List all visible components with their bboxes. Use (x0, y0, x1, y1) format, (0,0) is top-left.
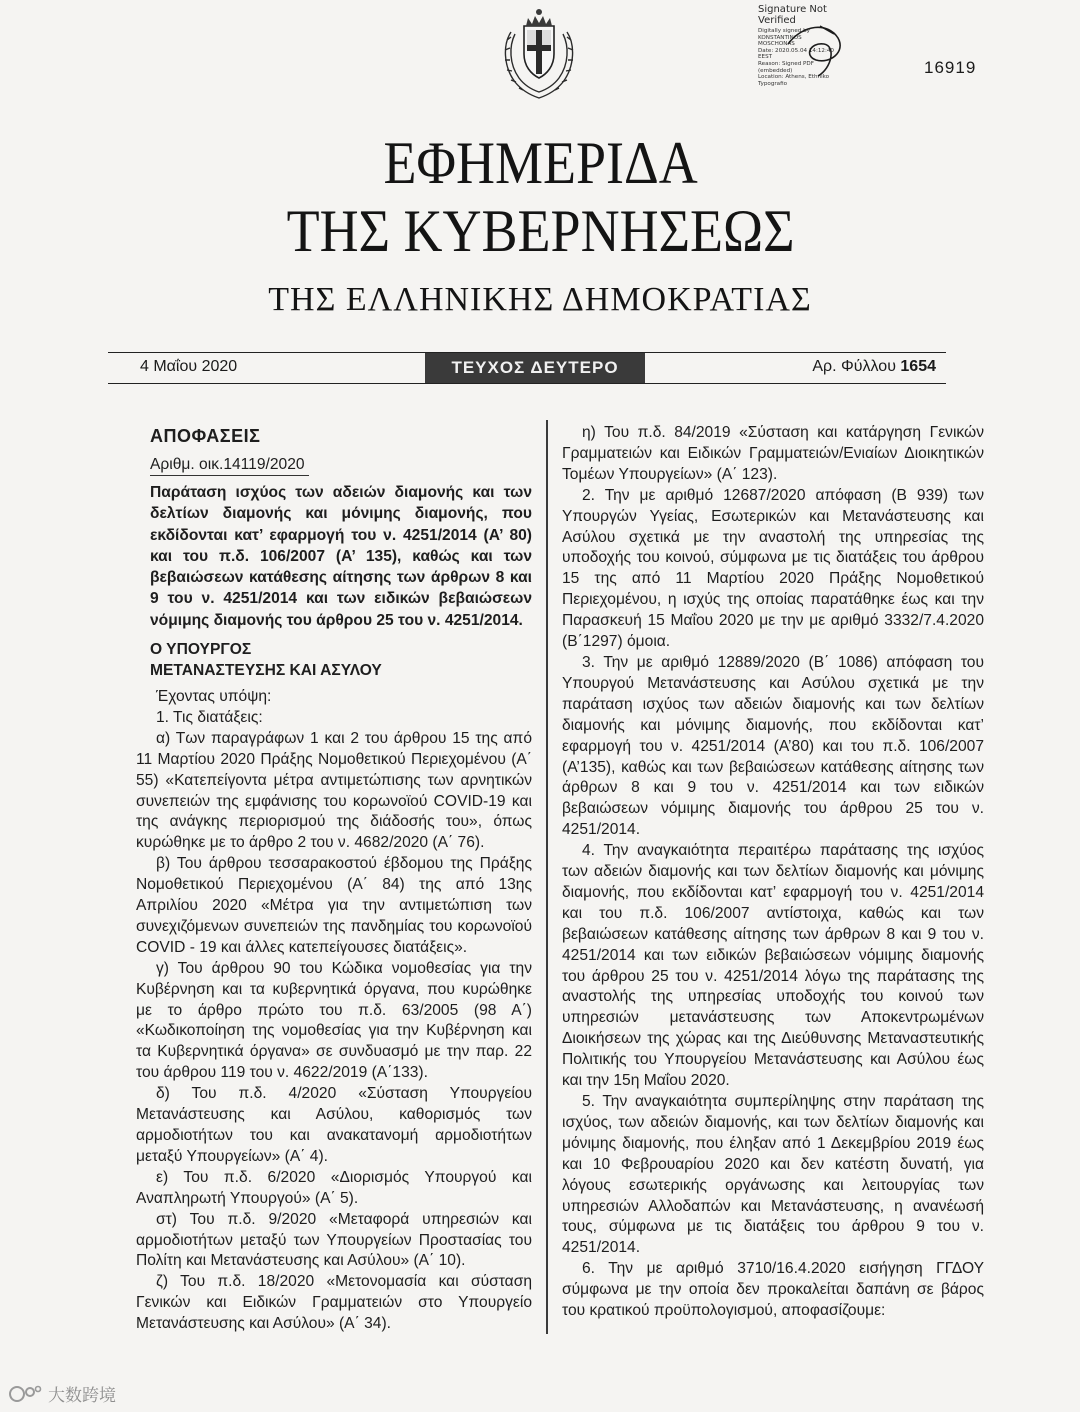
paragraph: η) Του π.δ. 84/2019 «Σύσταση και κατάργηση Γενικών Γραμματειών και Ειδικών Γραμματειών/Ενιαίων Διοικητικών Τομέων Υπουργείων» (Α΄ 123). (562, 424, 984, 483)
paragraph: στ) Του π.δ. 9/2020 «Μεταφορά υπηρεσιών και αρμοδιοτήτων μεταξύ των Υπουργείων Προστασίας του Πολίτη και Μετανάστευσης και Ασύλου» (Α΄ 10). (136, 1210, 532, 1270)
watermark-text: 大数跨境 (48, 1385, 116, 1406)
paragraph: 1. Τις διατάξεις: (156, 708, 263, 726)
masthead-line-3: ΤΗΣ ΕΛΛΗΝΙΚΗΣ ΔΗΜΟΚΡΑΤΙΑΣ (268, 281, 812, 318)
minister-line-2: ΜΕΤΑΝΑΣΤΕΥΣΗΣ ΚΑΙ ΑΣΥΛΟΥ (150, 661, 382, 679)
left-column (136, 420, 532, 1335)
signature-detail-line: Typografio (758, 80, 788, 87)
paragraph: δ) Του π.δ. 4/2020 «Σύσταση Υπουργείου Μετανάστευσης και Ασύλου, καθορισμός των αρμοδιοτήτων του και ανακατανομή αρμοδιοτήτων μεταξύ Υπουργείων» (Α΄ 4). (136, 1085, 532, 1165)
signature-detail-line: KONSTANTINOS (758, 34, 802, 41)
right-column (562, 423, 984, 1322)
paragraph: α) Των παραγράφων 1 και 2 του άρθρου 15 της από 11 Μαρτίου 2020 Πράξης Νομοθετικού Περιεχομένου (Α΄ 55) «Κατεπείγοντα μέτρα αντιμετώπισης των αρνητικών συνεπειών της εμφάνισης του κορωνοϊού COVID-19 και της ανάγκης περιορισμού της διάδοσής του», όπως κυρώθηκε με το άρθρο 2 του ν. 4682/2020 (Α΄ 76). (136, 729, 532, 852)
signature-detail-line: Date: 2020.05.04 14:12:40 (758, 47, 834, 54)
section-title: ΑΠΟΦΑΣΕΙΣ (150, 426, 261, 446)
issue-date: 4 Μαΐου 2020 (140, 358, 238, 375)
paragraph: ε) Του π.δ. 6/2020 «Διορισμός Υπουργού και Αναπληρωτή Υπουργού» (Α΄ 5). (136, 1168, 532, 1207)
paragraph: 3. Την με αριθμό 12889/2020 (Β΄ 1086) απόφαση του Υπουργού Μετανάστευσης και Ασύλου σχετικά με την παράταση ισχύος των αδειών διαμονής και των δελτίων διαμονής και μόνιμης διαμονής, που εκδίδονται κατ’ εφαρμογή του ν. 4251/2014 (Α’80) και του π.δ. 106/2007 (Α’135), καθώς και των βεβαιώσεων κατάθεσης αίτησης των άρθρων 8 και 9 του ν. 4251/2014 και των ειδικών βεβαιώσεων νόμιμης διαμονής του άρθρου 25 του ν. 4251/2014. (562, 653, 984, 839)
signature-status-line1: Signature Not (758, 4, 827, 15)
minister-heading (150, 639, 532, 681)
issue-sheet-number: 1654 (900, 358, 936, 375)
signature-detail-line: Location: Athens, Ethniko (758, 74, 830, 81)
paragraph: 4. Την αναγκαιότητα περαιτέρω παράτασης της ισχύος των αδειών διαμονής και των δελτίων διαμονής και μόνιμης διαμονής, που εκδίδονται κατ’ εφαρμογή του ν. 4251/2014 και του π.δ. 106/2007 αντίστοιχα, καθώς και των βεβαιώσεων κατάθεσης αίτησης των άρθρων 8 και 9 του ν. 4251/2014 και των ειδικών βεβαιώσεων νόμιμης διαμονής του άρθρου 25 του ν. 4251/2014 λόγω της παράτασης της αναστολής της υπηρεσίας υποδοχής του κοινού των υπηρεσιών μετανάστευσης των Αποκεντρωμένων Διοικήσεων της χώρας και της Διεύθυνσης Μεταναστευτικής Πολιτικής του Υπουργείου Μετανάστευσης και Ασύλου έως και την 15η Μαΐου 2020. (562, 842, 984, 1090)
paragraph: γ) Του άρθρου 90 του Κώδικα νομοθεσίας για την Κυβέρνηση και τα κυβερνητικά όργανα, που κυρώθηκε με το άρθρο πρώτο του π.δ. 63/2005 (98 Α΄) «Κωδικοποίηση της νομοθεσίας για την Κυβέρνηση και τα Κυβερνητικά όργανα» σε συνδυασμό με την παρ. 22 του άρθρου 119 του ν. 4622/2019 (Α΄133). (136, 959, 532, 1082)
signature-detail-line: EEST (758, 54, 773, 61)
paragraph: Έχοντας υπόψη: (156, 687, 272, 705)
decision-subject: Παράταση ισχύος των αδειών διαμονής και των δελτίων διαμονής και μόνιμης διαμονής, που εκδίδονται κατ’ εφαρμογή του ν. 4251/2014 (Α’ 80) και του π.δ. 106/2007 (Α’ 135), καθώς και των βεβαιώσεων κατάθεσης αίτησης των άρθρων 8 και 9 του ν. 4251/2014 και των ειδικών βεβαιώσεων νόμιμης διαμονής του άρθρου 25 του ν. 4251/2014. (150, 483, 532, 629)
watermark (8, 1380, 116, 1406)
page-number: 16919 (924, 58, 977, 77)
issue-sheet (812, 358, 936, 376)
decision-number: Αριθμ. οικ.14119/2020 (150, 455, 309, 476)
signature-detail-line: MOSCHONAS (758, 41, 795, 48)
signature-details (758, 28, 870, 87)
issue-bar (108, 352, 946, 384)
minister-line-1: Ο ΥΠΟΥΡΓΟΣ (150, 640, 252, 658)
signature-status-line2: Verified (758, 15, 796, 26)
issue-sheet-label: Αρ. Φύλλου (812, 358, 896, 375)
paragraph: 5. Την αναγκαιότητα συμπερίληψης στην παράταση της ισχύος, των αδειών διαμονής, και των δελτίων διαμονής και μόνιμης διαμονής, που έληξαν από 1 Δεκεμβρίου 2019 έως και 10 Φεβρουαρίου 2020 και δεν κατέστη δυνατή, για λόγους εσωτερικής οργάνωσης και λειτουργίας των υπηρεσιών Αλλοδαπών και Μετανάστευσης, η ανανέωσή τους, σύμφωνα με τις διατάξεις του άρθρου 9 του ν. 4251/2014. (562, 1093, 984, 1257)
paragraph: 2. Την με αριθμό 12687/2020 απόφαση (Β 939) των Υπουργών Υγείας, Εσωτερικών και Μετανάστευσης και Ασύλου σχετικά με την αναστολή της υπηρεσίας της υποδοχής του κοινού, σύμφωνα με τις διατάξεις του άρθρου 15 της από 11 Μαρτίου 2020 Πράξης Νομοθετικού Περιεχομένου, η ισχύς της οποίας παρατάθηκε έως και την Παρασκευή 15 Μαΐου 2020 με την με αριθμό 3332/7.4.2020 (Β΄1297) όμοια. (562, 486, 984, 651)
paragraph: β) Του άρθρου τεσσαρακοστού έβδομου της Πράξης Νομοθετικού Περιεχομένου (Α΄ 84) της από 13ης Απριλίου 2020 «Μέτρα για την αντιμετώπιση των συνεχιζόμενων συνεπειών της πανδημίας του κορωνοϊού COVID - 19 και άλλες κατεπείγουσες διατάξεις». (136, 855, 532, 956)
issue-series: ΤΕΥΧΟΣ ΔΕΥΤΕΡΟ (425, 353, 645, 383)
masthead-line-1: ΕΦΗΜΕΡΙΔΑ (383, 130, 698, 196)
signature-detail-line: Reason: Signed PDF (758, 60, 814, 67)
masthead-line-2: ΤΗΣ ΚΥΒΕΡΝΗΣΕΩΣ (286, 198, 795, 264)
signature-detail-line: (embedded) (758, 67, 793, 74)
greek-coat-of-arms-icon (497, 4, 581, 100)
paragraph: ζ) Του π.δ. 18/2020 «Μετονομασία και σύσταση Γενικών και Ειδικών Γραμματειών στο Υπουργείο Μετανάστευσης και Ασύλου» (Α΄ 34). (136, 1273, 532, 1333)
digital-signature-block (758, 4, 870, 112)
signature-detail-line: Digitally signed by (758, 28, 810, 34)
watermark-logo-icon (8, 1383, 42, 1403)
column-divider (546, 420, 548, 1334)
paragraph: 6. Την με αριθμό 3710/16.4.2020 εισήγηση ΓΓΔΟΥ σύμφωνα με την οποία δεν προκαλείται δαπάνη σε βάρος του κρατικού προϋπολογισμού, αποφασίζουμε: (562, 1260, 984, 1320)
